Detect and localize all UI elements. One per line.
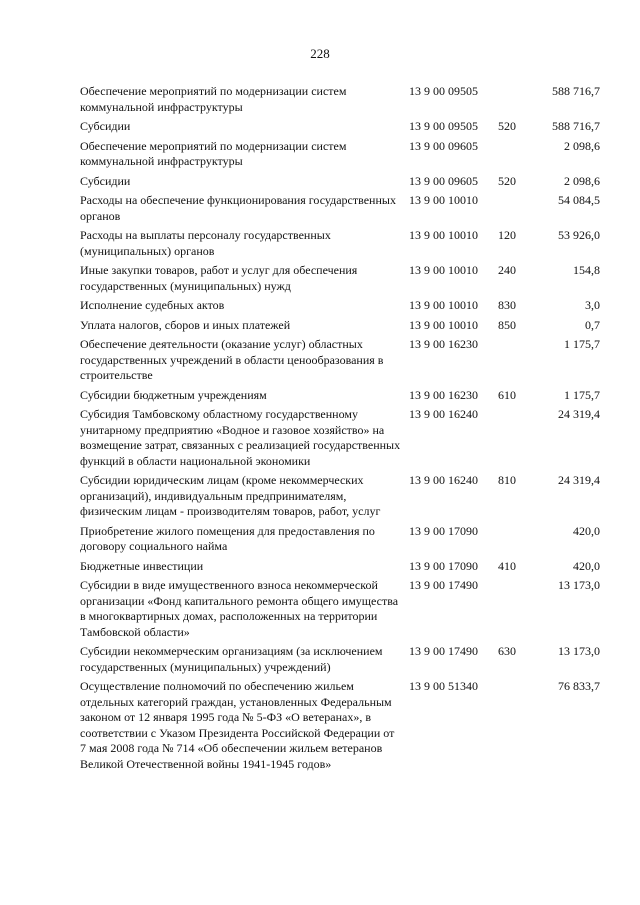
row-description: Уплата налогов, сборов и иных платежей xyxy=(80,317,291,332)
row-target-code: 13 9 00 10010 xyxy=(409,263,478,277)
row-description: Приобретение жилого помещения для предоставления по договору социального найма xyxy=(80,523,375,553)
row-description: Исполнение судебных актов xyxy=(80,298,225,312)
row-description: Субсидии xyxy=(80,173,131,188)
table-row xyxy=(80,578,610,640)
row-target-code: 13 9 00 16230 xyxy=(409,387,478,402)
row-amount: 13 173,0 xyxy=(558,578,600,592)
table-row xyxy=(80,407,610,469)
table-row xyxy=(80,174,610,190)
row-target-code: 13 9 00 51340 xyxy=(409,679,478,693)
row-description: Субсидии юридическим лицам (кроме некоммерческих организаций), индивидуальным предпринимателям, физическим лицам - производителям товаров, работ, услуг xyxy=(80,473,381,518)
row-amount: 588 716,7 xyxy=(552,84,600,98)
row-target-code: 13 9 00 09505 xyxy=(409,119,478,133)
table-row xyxy=(80,119,610,135)
table-row xyxy=(80,644,610,675)
row-amount: 420,0 xyxy=(573,523,600,538)
row-description: Иные закупки товаров, работ и услуг для обеспечения государственных (муниципальных) нужд xyxy=(80,263,358,293)
table-row xyxy=(80,388,610,404)
row-target-code: 13 9 00 10010 xyxy=(409,228,478,242)
table-row xyxy=(80,228,610,259)
row-expense-type: 850 xyxy=(498,317,516,332)
table-row xyxy=(80,84,610,115)
row-amount: 13 173,0 xyxy=(558,644,600,658)
row-description: Субсидии в виде имущественного взноса некоммерческой организации «Фонд капитального ремонта общего имущества в многоквартирных домах, расположенных на территории Тамбовской области» xyxy=(80,578,399,639)
row-expense-type: 830 xyxy=(498,298,516,312)
row-expense-type: 240 xyxy=(498,263,516,277)
row-description: Субсидии xyxy=(80,119,131,133)
row-description: Обеспечение мероприятий по модернизации систем коммунальной инфраструктуры xyxy=(80,138,347,168)
table-row xyxy=(80,139,610,170)
row-expense-type: 520 xyxy=(498,173,516,188)
row-target-code: 13 9 00 17490 xyxy=(409,578,478,592)
budget-table xyxy=(80,84,610,776)
row-target-code: 13 9 00 17090 xyxy=(409,558,478,573)
table-row xyxy=(80,193,610,224)
row-description: Субсидия Тамбовскому областному государственному унитарному предприятию «Водное и газовое хозяйство» на возмещение затрат, связанных с реализацией государственных функций в области национальной экономики xyxy=(80,407,401,468)
row-amount: 2 098,6 xyxy=(564,138,600,153)
row-target-code: 13 9 00 16240 xyxy=(409,407,478,421)
row-description: Бюджетные инвестиции xyxy=(80,558,204,573)
row-target-code: 13 9 00 09605 xyxy=(409,138,478,153)
table-row xyxy=(80,318,610,334)
row-amount: 24 319,4 xyxy=(558,407,600,421)
row-amount: 76 833,7 xyxy=(558,679,600,693)
row-target-code: 13 9 00 17490 xyxy=(409,644,478,658)
row-amount: 24 319,4 xyxy=(558,473,600,487)
table-row xyxy=(80,337,610,384)
row-description: Субсидии бюджетным учреждениям xyxy=(80,387,267,402)
row-amount: 3,0 xyxy=(585,298,600,312)
row-amount: 420,0 xyxy=(573,558,600,573)
row-expense-type: 120 xyxy=(498,228,516,242)
row-target-code: 13 9 00 17090 xyxy=(409,523,478,538)
table-row xyxy=(80,473,610,520)
row-amount: 588 716,7 xyxy=(552,119,600,133)
row-target-code: 13 9 00 10010 xyxy=(409,193,478,207)
row-amount: 1 175,7 xyxy=(564,337,600,351)
row-target-code: 13 9 00 09605 xyxy=(409,173,478,188)
row-expense-type: 410 xyxy=(498,558,516,573)
row-target-code: 13 9 00 09505 xyxy=(409,84,478,98)
row-expense-type: 810 xyxy=(498,473,516,487)
row-expense-type: 520 xyxy=(498,119,516,133)
row-target-code: 13 9 00 10010 xyxy=(409,317,478,332)
table-row xyxy=(80,263,610,294)
page-number: 228 xyxy=(310,46,330,61)
table-row xyxy=(80,679,610,772)
row-target-code: 13 9 00 16240 xyxy=(409,473,478,487)
row-amount: 2 098,6 xyxy=(564,173,600,188)
row-description: Расходы на выплаты персоналу государственных (муниципальных) органов xyxy=(80,228,331,258)
row-description: Обеспечение мероприятий по модернизации систем коммунальной инфраструктуры xyxy=(80,84,347,114)
row-amount: 53 926,0 xyxy=(558,228,600,242)
table-row xyxy=(80,298,610,314)
row-amount: 54 084,5 xyxy=(558,193,600,207)
row-expense-type: 630 xyxy=(498,644,516,658)
table-row xyxy=(80,524,610,555)
row-description: Субсидии некоммерческим организациям (за исключением государственных (муниципальных) учреждений) xyxy=(80,644,383,674)
table-row xyxy=(80,559,610,575)
row-amount: 154,8 xyxy=(573,263,600,277)
row-description: Осуществление полномочий по обеспечению жильем отдельных категорий граждан, установленных Федеральным законом от 12 января 1995 года № 5-ФЗ «О ветеранах», в соответствии с Указом Президента Российской Федерации от 7 мая 2008 года № 714 «Об обеспечении жильем ветеранов Великой Отечественной войны 1941-1945 годов» xyxy=(80,679,395,771)
row-target-code: 13 9 00 10010 xyxy=(409,298,478,312)
row-target-code: 13 9 00 16230 xyxy=(409,337,478,351)
row-description: Обеспечение деятельности (оказание услуг) областных государственных учреждений в области ценообразования в строительстве xyxy=(80,337,384,382)
row-amount: 1 175,7 xyxy=(564,387,600,402)
row-amount: 0,7 xyxy=(585,317,600,332)
row-description: Расходы на обеспечение функционирования государственных органов xyxy=(80,193,396,223)
row-expense-type: 610 xyxy=(498,387,516,402)
